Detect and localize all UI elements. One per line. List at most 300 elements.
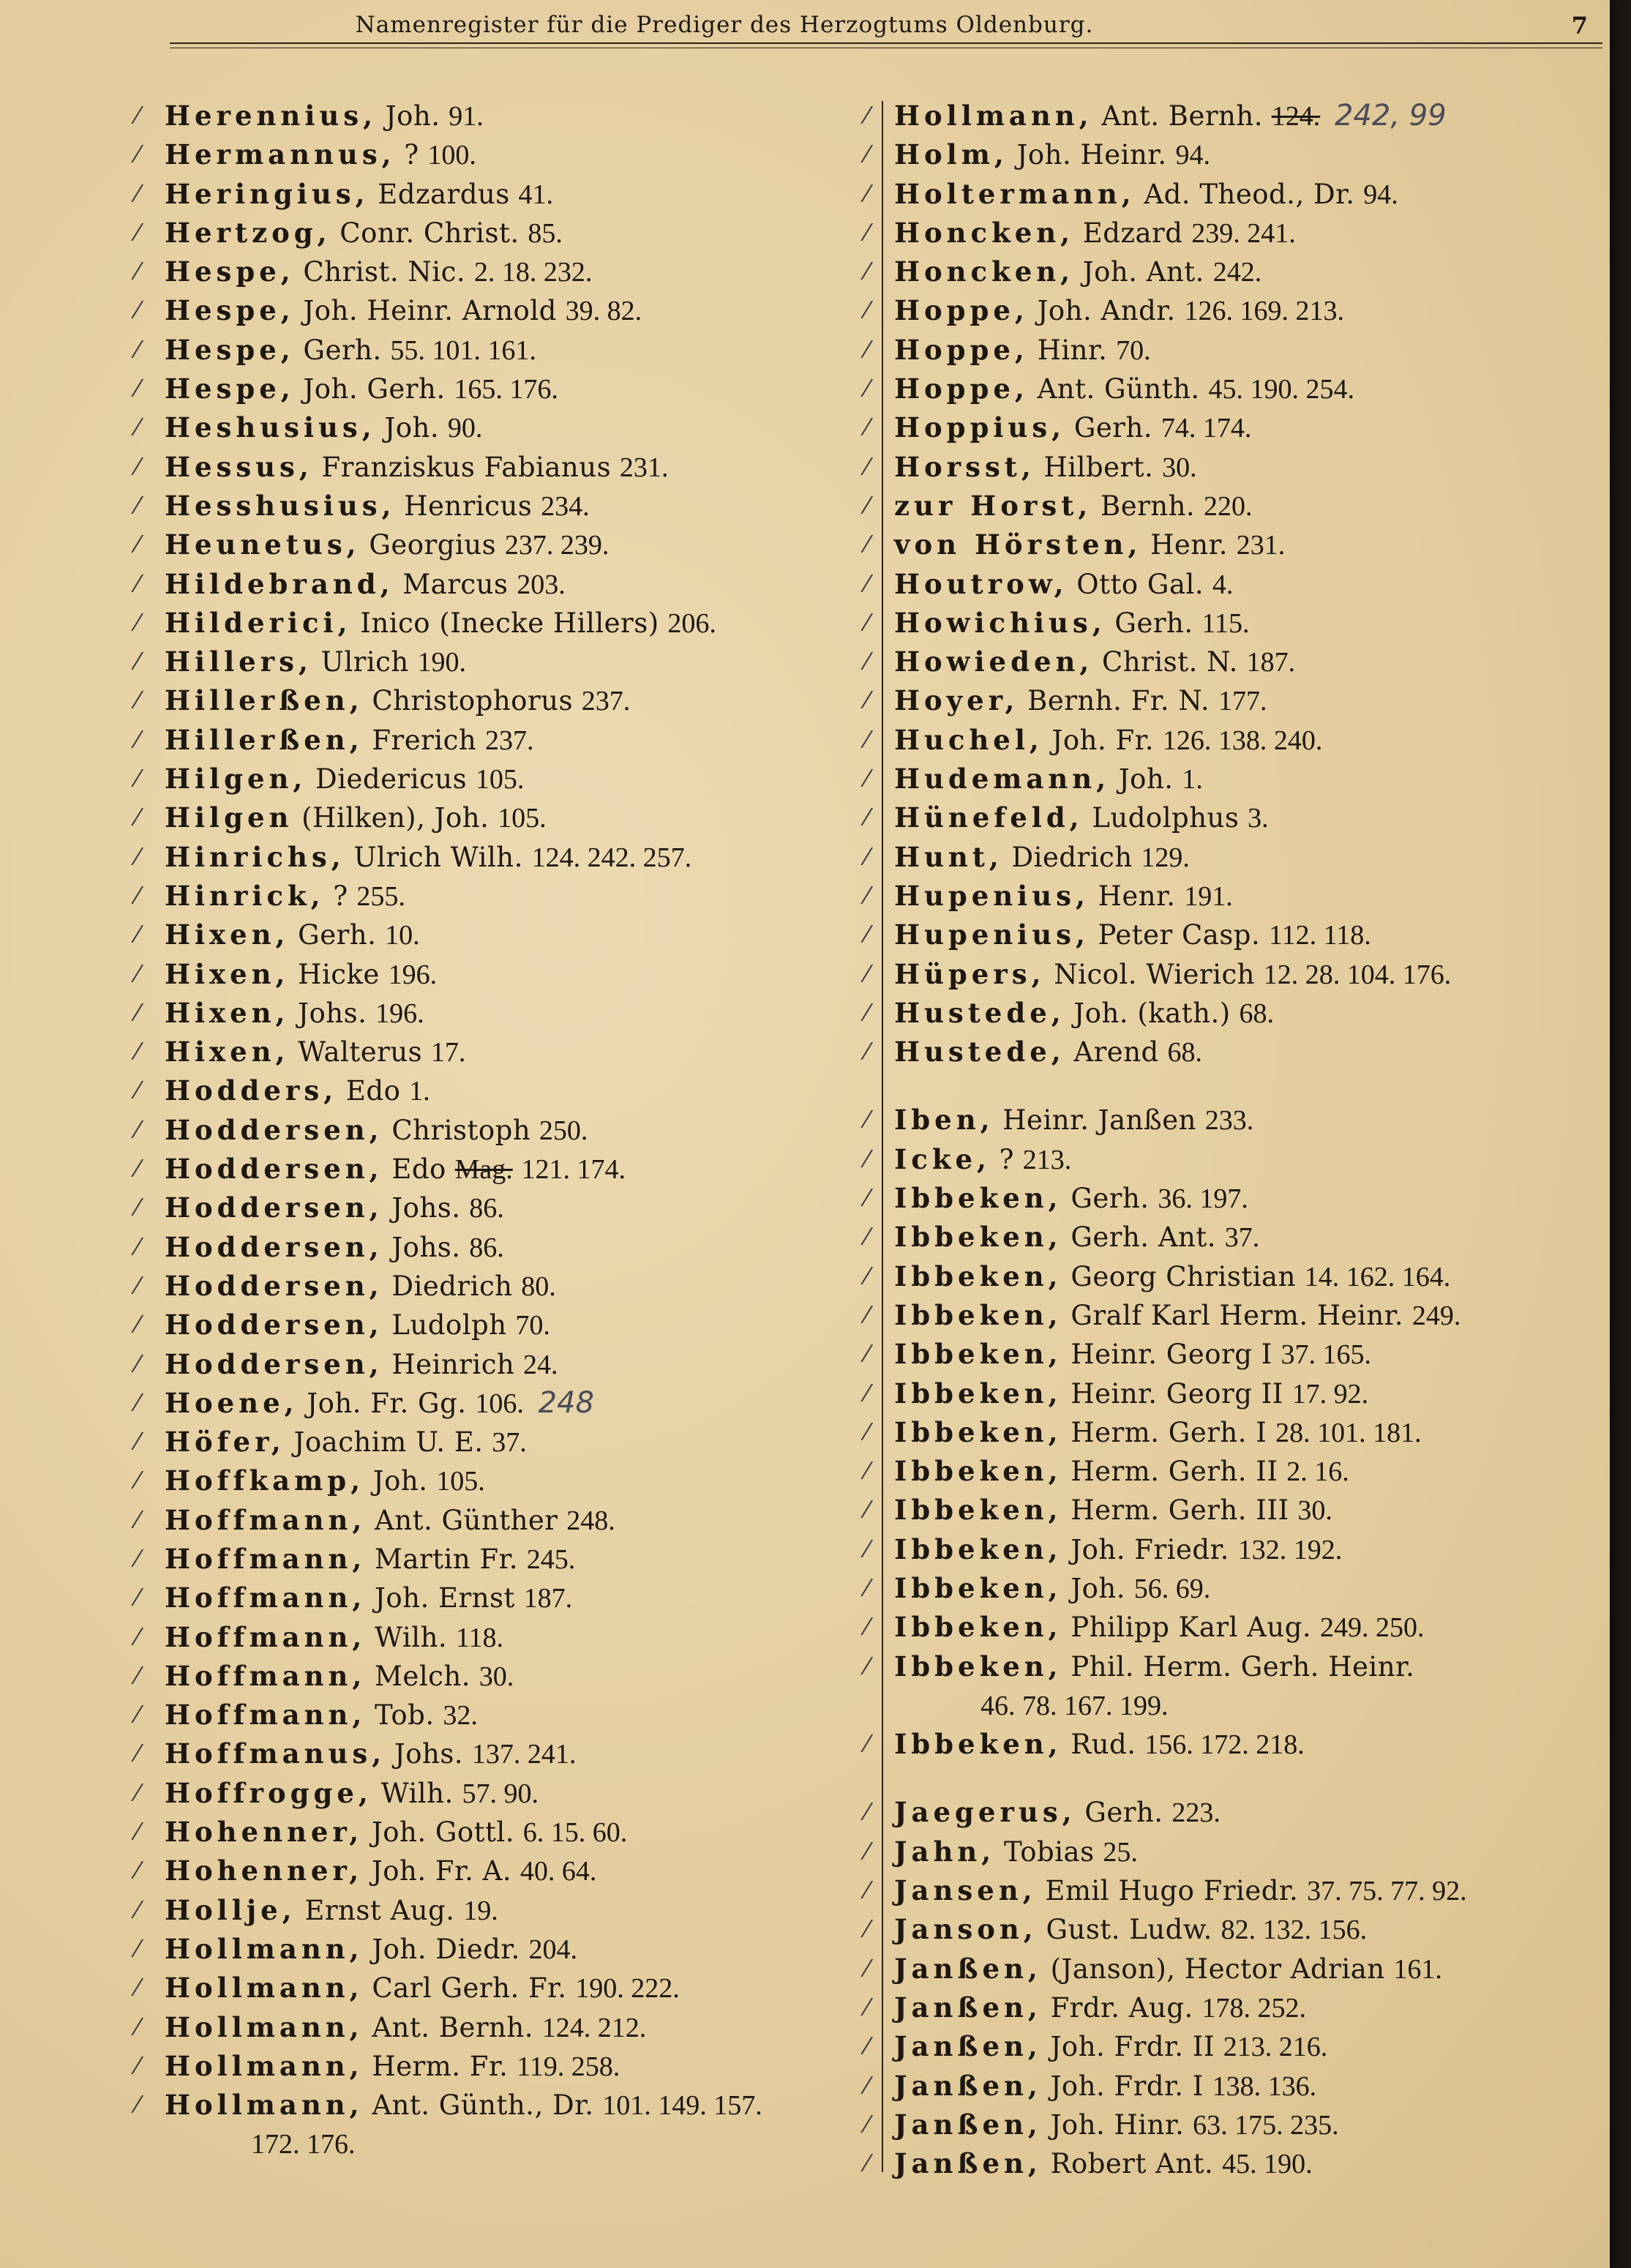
- entry-surname: Hoyer,: [894, 684, 1019, 717]
- check-mark-icon: ⁄: [865, 1184, 869, 1213]
- index-entry: [135, 1501, 874, 1540]
- page-references: 37.: [1224, 1222, 1260, 1254]
- index-entry: [865, 877, 1597, 916]
- entry-surname: Icke,: [894, 1142, 991, 1175]
- index-entry: [865, 1530, 1597, 1569]
- entry-given-names: Joh. (kath.): [1073, 997, 1231, 1029]
- entry-given-names: Christoph: [391, 1114, 531, 1146]
- page-references: 223.: [1171, 1797, 1221, 1829]
- entry-surname: Ibbeken,: [894, 1338, 1062, 1371]
- index-entry: [865, 525, 1597, 564]
- entry-given-names: Frdr. Aug.: [1050, 1991, 1193, 2024]
- entry-surname: Hunt,: [894, 840, 1003, 873]
- page-references: 10.: [385, 920, 420, 951]
- check-mark-icon: ⁄: [865, 1730, 869, 1759]
- page-references: 213. 216.: [1223, 2032, 1328, 2063]
- entry-given-names: Emil Hugo Friedr.: [1045, 1875, 1299, 1907]
- entry-given-names: Ulrich Wilh.: [353, 841, 523, 873]
- entry-surname: Hoppius,: [894, 411, 1066, 444]
- page-references: 70.: [515, 1310, 550, 1341]
- page-references: 105.: [475, 764, 525, 796]
- entry-given-names: Philipp Karl Aug.: [1071, 1612, 1312, 1644]
- index-entry: [135, 525, 874, 564]
- entry-surname: Hoppe,: [894, 294, 1029, 327]
- index-entry: [135, 1228, 874, 1267]
- index-entry: [135, 1345, 874, 1384]
- entry-given-names: Herm. Gerh. I: [1071, 1416, 1267, 1448]
- page-references: 85.: [528, 217, 563, 249]
- entry-surname: Hollmann,: [165, 1972, 364, 2005]
- index-entry: [865, 955, 1597, 994]
- check-mark-icon: ⁄: [135, 1077, 140, 1105]
- entry-given-names: Gerh.: [1084, 1797, 1163, 1829]
- entry-given-names: Joh. Fr. Gg.: [307, 1387, 467, 1419]
- page-references: 220.: [1203, 490, 1253, 522]
- check-mark-icon: ⁄: [865, 1535, 869, 1563]
- entry-surname: Janßen,: [894, 2147, 1042, 2180]
- entry-given-names: Edo: [391, 1153, 446, 1186]
- entry-given-names: Heinrich: [391, 1348, 515, 1380]
- entry-surname: Janßen,: [894, 1991, 1042, 2024]
- check-mark-icon: ⁄: [865, 881, 869, 910]
- page-references: 161.: [1393, 1953, 1442, 1985]
- check-mark-icon: ⁄: [135, 765, 140, 793]
- index-entry: [865, 2067, 1597, 2106]
- entry-surname: Hollmann,: [894, 100, 1093, 132]
- entry-surname: Holm,: [894, 138, 1008, 171]
- index-entry: [865, 1988, 1597, 2027]
- entry-given-names: Gerh. Ant.: [1071, 1221, 1216, 1254]
- entry-given-names: Johs.: [394, 1738, 464, 1770]
- check-mark-icon: ⁄: [135, 179, 140, 208]
- entry-given-names: Christ. N.: [1102, 646, 1238, 678]
- page-references: 40. 64.: [520, 1856, 597, 1887]
- page-references: 1.: [1182, 764, 1203, 796]
- entry-surname: Hertzog,: [165, 216, 331, 249]
- entry-given-names: Joh. Hinr.: [1050, 2108, 1185, 2141]
- section-gap: [894, 1764, 1597, 1793]
- check-mark-icon: ⁄: [865, 648, 869, 676]
- check-mark-icon: ⁄: [865, 2032, 869, 2061]
- index-entry: [865, 487, 1597, 525]
- index-entry: [135, 1071, 874, 1110]
- entry-given-names: Heinr. Janßen: [1002, 1104, 1196, 1137]
- page-references: 172. 176.: [251, 2129, 356, 2160]
- entry-surname: Hoffmann,: [165, 1542, 367, 1575]
- index-entry: [135, 448, 874, 487]
- index-entry: [135, 1189, 874, 1227]
- index-entry: [135, 1462, 874, 1500]
- index-entry-continuation: [165, 2125, 874, 2163]
- entry-given-names: Bernh. Fr. N.: [1027, 685, 1210, 717]
- entry-given-names: Joh.: [1118, 763, 1174, 796]
- entry-surname: Howichius,: [894, 606, 1106, 639]
- check-mark-icon: ⁄: [135, 1155, 140, 1183]
- index-entry: [865, 448, 1597, 487]
- index-entry: [135, 135, 874, 174]
- index-entry: [865, 798, 1597, 837]
- page-references: 156. 172. 218.: [1144, 1729, 1305, 1761]
- check-mark-icon: ⁄: [865, 1876, 869, 1905]
- entry-surname: Hollje,: [165, 1893, 296, 1926]
- index-entry: [135, 721, 874, 760]
- entry-given-names: Tob.: [375, 1699, 435, 1732]
- entry-given-names: Frerich: [372, 724, 477, 756]
- entry-given-names: Conr. Christ.: [340, 217, 520, 249]
- entry-surname: Ibbeken,: [894, 1532, 1062, 1565]
- page-references: 105.: [498, 803, 547, 834]
- entry-given-names: Joh. Friedr.: [1071, 1533, 1229, 1565]
- entry-given-names: ?: [333, 880, 348, 912]
- entry-surname: Hoffmanus,: [165, 1737, 386, 1770]
- check-mark-icon: ⁄: [865, 569, 869, 598]
- entry-given-names: Edzard: [1082, 217, 1183, 249]
- index-entry: [135, 1852, 874, 1890]
- entry-surname: Janßen,: [894, 2030, 1042, 2063]
- entry-surname: Hilderici,: [165, 606, 352, 639]
- check-mark-icon: ⁄: [865, 1837, 869, 1865]
- page-references: 46. 78. 167. 199.: [981, 1690, 1169, 1721]
- entry-surname: Ibbeken,: [894, 1415, 1062, 1448]
- entry-surname: zur Horst,: [894, 489, 1092, 522]
- page-references: 126. 169. 213.: [1184, 296, 1344, 327]
- entry-surname: Hoffkamp,: [165, 1464, 364, 1497]
- entry-surname: Hoppe,: [894, 373, 1029, 405]
- check-mark-icon: ⁄: [865, 258, 869, 286]
- check-mark-icon: ⁄: [135, 141, 140, 169]
- page-references: 1.: [409, 1076, 430, 1107]
- index-entry: [865, 1257, 1597, 1296]
- check-mark-icon: ⁄: [135, 218, 140, 247]
- entry-surname: Hudemann,: [894, 763, 1111, 796]
- entry-surname: Hustede,: [894, 1036, 1065, 1068]
- page-references: 100.: [427, 140, 476, 171]
- index-entry: [865, 1101, 1597, 1139]
- entry-given-names: Phil. Herm. Gerh. Heinr.: [1071, 1650, 1415, 1683]
- entry-surname: Hespe,: [165, 294, 295, 327]
- entry-surname: von Hörsten,: [894, 528, 1142, 561]
- index-entry: [135, 604, 874, 643]
- page-references: 19.: [463, 1895, 498, 1926]
- page-references: 30.: [1297, 1495, 1332, 1527]
- index-entry: [135, 408, 874, 447]
- entry-surname: Hixen,: [165, 918, 290, 951]
- index-entry: [135, 291, 874, 330]
- entry-surname: Hoene,: [165, 1386, 299, 1419]
- entry-given-names: Ludolph: [391, 1309, 507, 1341]
- check-mark-icon: ⁄: [865, 1106, 869, 1134]
- page-references: 2. 18. 232.: [473, 257, 593, 288]
- page-references: 206.: [667, 607, 716, 639]
- entry-surname: Hodders,: [165, 1074, 338, 1107]
- entry-given-names: Henricus: [404, 490, 533, 522]
- check-mark-icon: ⁄: [135, 1350, 140, 1378]
- index-entry: [135, 955, 874, 994]
- entry-surname: Huchel,: [894, 723, 1043, 756]
- entry-given-names: Johs.: [391, 1192, 461, 1224]
- entry-given-names: Ernst Aug.: [304, 1894, 455, 1926]
- page-references: 245.: [526, 1543, 576, 1575]
- entry-surname: Hohenner,: [165, 1816, 364, 1849]
- page-references: 204.: [528, 1934, 578, 1965]
- page-references: 231.: [1236, 530, 1286, 561]
- entry-given-names: Joh.: [372, 1465, 428, 1497]
- entry-given-names: Ant. Günth.: [1037, 373, 1200, 405]
- entry-surname: Hinrick,: [165, 879, 325, 912]
- check-mark-icon: ⁄: [865, 842, 869, 871]
- index-entry: [135, 994, 874, 1033]
- entry-surname: Ibbeken,: [894, 1728, 1062, 1761]
- entry-given-names: Joh. Frdr. II: [1050, 2031, 1215, 2063]
- check-mark-icon: ⁄: [865, 1340, 869, 1369]
- index-entry: [865, 1452, 1597, 1491]
- index-entry: [865, 291, 1597, 330]
- entry-surname: Hoffrogge,: [165, 1776, 372, 1809]
- page-references: 45. 190. 254.: [1208, 374, 1354, 405]
- entry-given-names: Martin Fr.: [375, 1543, 519, 1575]
- check-mark-icon: ⁄: [865, 1652, 869, 1680]
- entry-given-names: Gerh.: [1071, 1183, 1150, 1215]
- page-references: 105.: [436, 1466, 485, 1497]
- page-references: 37.: [492, 1427, 527, 1459]
- check-mark-icon: ⁄: [865, 2149, 869, 2178]
- entry-surname: Hoppe,: [894, 333, 1029, 366]
- check-mark-icon: ⁄: [135, 1428, 140, 1456]
- entry-given-names: Ad. Theod., Dr.: [1144, 178, 1355, 210]
- index-entry: [135, 487, 874, 525]
- index-entry: [135, 252, 874, 291]
- entry-given-names: Ulrich: [320, 646, 409, 678]
- page-references: 3.: [1248, 803, 1269, 834]
- check-mark-icon: ⁄: [865, 1418, 869, 1446]
- index-entry: [865, 2106, 1597, 2144]
- index-entry: [135, 1813, 874, 1852]
- page-references: 248.: [566, 1505, 615, 1536]
- index-entry: [865, 1871, 1597, 1910]
- entry-surname: Hespe,: [165, 333, 295, 366]
- entry-surname: Ibbeken,: [894, 1377, 1062, 1410]
- index-entry: [865, 408, 1597, 447]
- entry-given-names: Wilh.: [375, 1621, 448, 1653]
- page-header: [168, 7, 1602, 41]
- page-title: Namenregister für die Prediger des Herzogtums Oldenburg.: [355, 12, 1094, 38]
- page-references: 57. 90.: [462, 1778, 539, 1809]
- entry-surname: Hüpers,: [894, 957, 1046, 990]
- check-mark-icon: ⁄: [865, 413, 869, 442]
- check-mark-icon: ⁄: [135, 1701, 140, 1729]
- index-column-left: [135, 97, 874, 2164]
- entry-surname: Ibbeken,: [894, 1182, 1062, 1215]
- check-mark-icon: ⁄: [865, 1145, 869, 1173]
- index-entry: [135, 2008, 874, 2047]
- check-mark-icon: ⁄: [135, 1388, 140, 1417]
- index-entry: [865, 1179, 1597, 1218]
- index-entry: [865, 838, 1597, 877]
- check-mark-icon: ⁄: [135, 258, 140, 286]
- check-mark-icon: ⁄: [135, 1115, 140, 1144]
- page-references: 233.: [1204, 1105, 1254, 1137]
- index-entry: [135, 1657, 874, 1696]
- index-entry: [865, 1910, 1597, 1949]
- index-entry: [865, 565, 1597, 604]
- check-mark-icon: ⁄: [135, 1740, 140, 1768]
- check-mark-icon: ⁄: [865, 1573, 869, 1602]
- entry-surname: Houtrow,: [894, 567, 1068, 600]
- entry-surname: Honcken,: [894, 255, 1075, 288]
- index-entry: [865, 2027, 1597, 2066]
- entry-surname: Hoffmann,: [165, 1503, 367, 1536]
- entry-given-names: Ant. Bernh.: [1101, 100, 1263, 132]
- check-mark-icon: ⁄: [135, 881, 140, 910]
- entry-given-names: Hilbert.: [1043, 451, 1154, 483]
- page-references: 37. 165.: [1281, 1339, 1372, 1371]
- page-references: 178. 252.: [1201, 1992, 1307, 2024]
- entry-surname: Herennius,: [165, 100, 378, 132]
- entry-given-names: Nicol. Wierich: [1054, 958, 1255, 990]
- entry-given-names: Diedrich: [391, 1270, 513, 1302]
- index-entry: [865, 97, 1597, 135]
- index-entry: [865, 643, 1597, 681]
- entry-surname: Heunetus,: [165, 528, 361, 561]
- check-mark-icon: ⁄: [135, 296, 140, 325]
- entry-given-names: Edo: [345, 1075, 401, 1107]
- page-references: 14. 162. 164.: [1304, 1261, 1451, 1292]
- page-references: 25.: [1103, 1836, 1138, 1868]
- page-references: 138. 136.: [1212, 2070, 1317, 2102]
- entry-surname: Hoddersen,: [165, 1347, 383, 1380]
- index-entry: [865, 1491, 1597, 1530]
- check-mark-icon: ⁄: [865, 296, 869, 325]
- page-references: 132. 192.: [1237, 1534, 1343, 1565]
- index-entry: [865, 175, 1597, 214]
- check-mark-icon: ⁄: [135, 1623, 140, 1651]
- index-entry: [865, 1569, 1597, 1608]
- check-mark-icon: ⁄: [135, 686, 140, 715]
- entry-surname: Honcken,: [894, 216, 1075, 249]
- index-entry: [865, 1950, 1597, 1988]
- index-entry: [865, 1647, 1597, 1686]
- index-entry: [865, 1140, 1597, 1179]
- entry-given-names: Heinr. Georg II: [1071, 1377, 1283, 1410]
- index-entry: [135, 916, 874, 954]
- check-mark-icon: ⁄: [865, 1300, 869, 1329]
- check-mark-icon: ⁄: [865, 452, 869, 481]
- check-mark-icon: ⁄: [865, 335, 869, 364]
- entry-given-names: Ant. Günth., Dr.: [372, 2089, 594, 2122]
- page-references: 237.: [581, 686, 631, 717]
- check-mark-icon: ⁄: [135, 804, 140, 832]
- entry-given-names: Otto Gal.: [1076, 568, 1204, 600]
- entry-surname: Hessus,: [165, 450, 313, 483]
- entry-given-names: Marcus: [402, 568, 509, 600]
- check-mark-icon: ⁄: [135, 1544, 140, 1573]
- entry-given-names: Henr.: [1098, 880, 1176, 912]
- page-references: 165. 176.: [454, 374, 558, 405]
- check-mark-icon: ⁄: [135, 1467, 140, 1495]
- page-references: 106.: [475, 1388, 524, 1419]
- entry-surname: Hixen,: [165, 1036, 290, 1068]
- page-references: 28. 101. 181.: [1275, 1417, 1422, 1448]
- index-entry: [865, 994, 1597, 1033]
- index-entry: [135, 2047, 874, 2086]
- check-mark-icon: ⁄: [865, 1954, 869, 1983]
- page-references: 55. 101. 161.: [390, 334, 536, 366]
- check-mark-icon: ⁄: [135, 569, 140, 598]
- check-mark-icon: ⁄: [865, 531, 869, 559]
- page-references: 74. 174.: [1161, 413, 1252, 444]
- entry-surname: Hildebrand,: [165, 567, 394, 600]
- entry-given-names: Herm. Gerh. III: [1071, 1494, 1289, 1527]
- check-mark-icon: ⁄: [865, 2071, 869, 2100]
- check-mark-icon: ⁄: [135, 1232, 140, 1261]
- entry-surname: Holtermann,: [894, 177, 1136, 210]
- index-entry: [135, 2086, 874, 2125]
- page-references: 196.: [375, 998, 424, 1029]
- index-entry: [135, 1774, 874, 1813]
- entry-given-names: Joh.: [384, 412, 440, 444]
- page-references: 124. 242. 257.: [531, 842, 692, 873]
- entry-given-names: Joh. Fr.: [1051, 724, 1155, 756]
- entry-given-names: Johs.: [391, 1231, 461, 1263]
- entry-given-names: Diedrich: [1011, 841, 1133, 873]
- entry-surname: Hillerßen,: [165, 684, 364, 717]
- entry-given-names: Joh. Gerh.: [303, 373, 446, 405]
- page-references: 191.: [1184, 880, 1233, 912]
- index-entry: [135, 1930, 874, 1969]
- page-references: 90.: [447, 413, 483, 444]
- page-references: 30.: [479, 1661, 514, 1692]
- check-mark-icon: ⁄: [865, 1379, 869, 1407]
- check-mark-icon: ⁄: [135, 1934, 140, 1963]
- entry-surname: Ibbeken,: [894, 1298, 1062, 1331]
- check-mark-icon: ⁄: [865, 765, 869, 793]
- check-mark-icon: ⁄: [135, 1311, 140, 1339]
- entry-surname: Hupenius,: [894, 879, 1090, 912]
- page-references: 187.: [523, 1583, 573, 1614]
- page-references: 56. 69.: [1133, 1573, 1211, 1604]
- page-references: 126. 138. 240.: [1162, 725, 1323, 756]
- page-references: 37. 75. 77. 92.: [1307, 1876, 1467, 1907]
- entry-surname: Jaegerus,: [894, 1796, 1076, 1829]
- index-entry: [865, 916, 1597, 954]
- entry-given-names: Gerh.: [298, 919, 377, 951]
- entry-surname: Janßen,: [894, 2069, 1042, 2102]
- entry-surname: Janßen,: [894, 1952, 1042, 1985]
- entry-surname: Hillerßen,: [165, 723, 364, 756]
- index-entry: [865, 1725, 1597, 1764]
- page-references: 187.: [1246, 647, 1296, 678]
- index-entry: [135, 214, 874, 252]
- page-references: 39. 82.: [565, 296, 642, 327]
- index-entry: [865, 1374, 1597, 1413]
- check-mark-icon: ⁄: [865, 998, 869, 1027]
- check-mark-icon: ⁄: [865, 375, 869, 403]
- page-references: 213.: [1022, 1144, 1072, 1175]
- check-mark-icon: ⁄: [865, 1798, 869, 1827]
- entry-surname: Ibbeken,: [894, 1571, 1062, 1604]
- index-entry: [135, 175, 874, 214]
- page-references: 203.: [517, 569, 566, 600]
- index-entry: [135, 1267, 874, 1306]
- page-references: 121. 174.: [521, 1154, 626, 1186]
- entry-given-names: Walterus: [298, 1036, 423, 1068]
- entry-given-names: Henr.: [1150, 529, 1228, 561]
- entry-surname: Hoddersen,: [165, 1153, 383, 1186]
- index-entry: [865, 370, 1597, 408]
- entry-surname: Hilgen,: [165, 763, 307, 796]
- check-mark-icon: ⁄: [135, 2051, 140, 2080]
- entry-given-names: Joh. Diedr.: [372, 1933, 520, 1965]
